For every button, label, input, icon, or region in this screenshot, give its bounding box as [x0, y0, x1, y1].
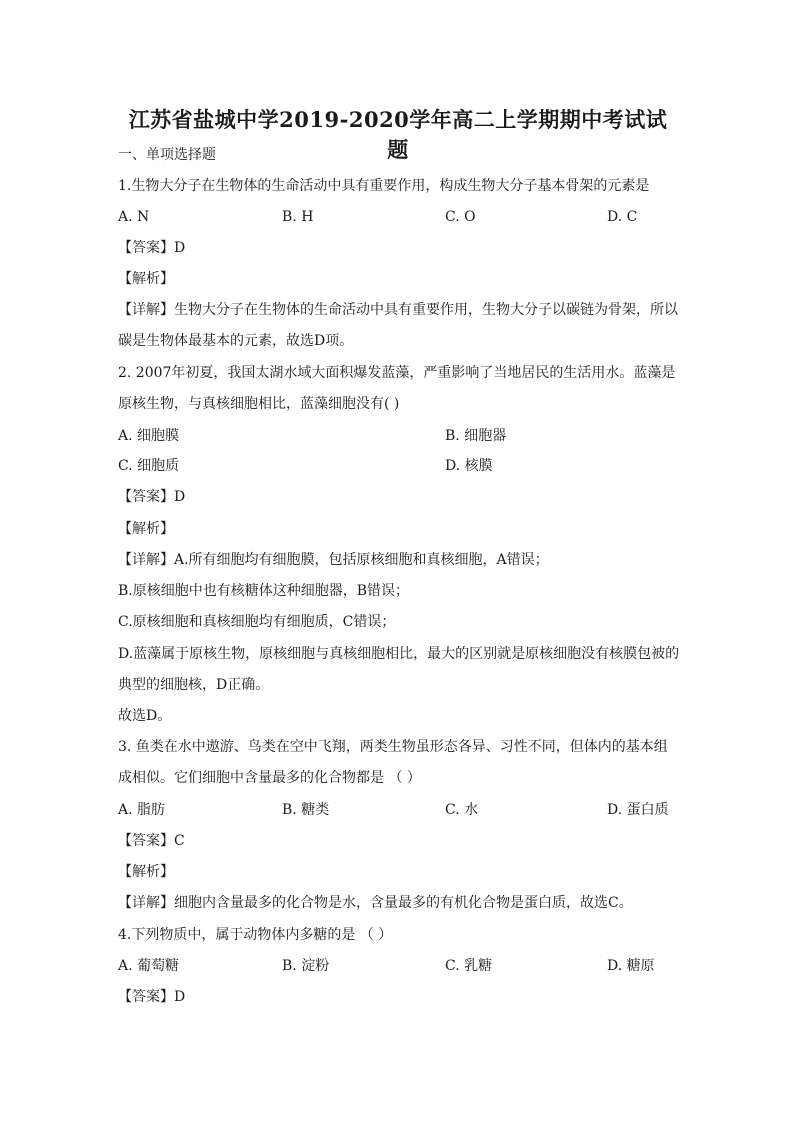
q3-option-a: A. 脂肪 — [118, 802, 166, 818]
q1-answer: 【答案】D — [118, 240, 186, 256]
q2-stem-line: 2. 2007年初夏，我国太湖水域大面积爆发蓝藻，严重影响了当地居民的生活用水。蓝藻是 — [118, 365, 676, 381]
q3-answer: 【答案】C — [118, 833, 185, 849]
q3-option-d: D. 蛋白质 — [607, 802, 669, 818]
q1-detail-line: 碳是生物体最基本的元素，故选D项。 — [118, 333, 354, 349]
q3-detail-line: 【详解】细胞内含量最多的化合物是水，含量最多的有机化合物是蛋白质，故选C。 — [118, 895, 633, 911]
q4-stem: 4.下列物质中，属于动物体内多糖的是 （ ） — [118, 927, 393, 943]
q2-answer: 【答案】D — [118, 489, 186, 505]
q2-detail-line: 【详解】A.所有细胞均有细胞膜，包括原核细胞和真核细胞，A错误； — [118, 552, 549, 568]
q1-option-c: C. O — [445, 209, 476, 225]
q2-analysis: 【解析】 — [118, 521, 174, 537]
q4-answer: 【答案】D — [118, 989, 186, 1005]
section-heading: 一、单项选择题 — [118, 147, 216, 163]
q2-option-c: C. 细胞质 — [118, 458, 180, 474]
q3-analysis: 【解析】 — [118, 864, 174, 880]
q1-detail-line: 【详解】生物大分子在生物体的生命活动中具有重要作用，生物大分子以碳链为骨架，所以 — [118, 302, 678, 318]
q1-analysis: 【解析】 — [118, 271, 174, 287]
q1-option-b: B. H — [282, 209, 314, 225]
q4-option-d: D. 糖原 — [607, 958, 655, 974]
q2-option-b: B. 细胞器 — [445, 428, 507, 444]
q2-option-a: A. 细胞膜 — [118, 428, 180, 444]
q4-option-a: A. 葡萄糖 — [118, 958, 180, 974]
q4-option-b: B. 淀粉 — [282, 958, 330, 974]
q2-detail-line: 典型的细胞核，D正确。 — [118, 677, 270, 693]
q2-detail-line: 故选D。 — [118, 708, 172, 724]
q3-stem-line: 3. 鱼类在水中遨游、鸟类在空中飞翔，两类生物虽形态各异、习性不同，但体内的基本组 — [118, 739, 668, 755]
q1-stem: 1.生物大分子在生物体的生命活动中具有重要作用，构成生物大分子基本骨架的元素是 — [118, 178, 650, 194]
q4-option-c: C. 乳糖 — [445, 958, 493, 974]
q1-option-d: D. C — [607, 209, 638, 225]
q2-detail-line: B.原核细胞中也有核糖体这种细胞器，B错误； — [118, 583, 410, 599]
q2-option-d: D. 核膜 — [445, 458, 493, 474]
q2-stem-line: 原核生物，与真核细胞相比，蓝藻细胞没有( ) — [118, 396, 400, 412]
q2-detail-line: D.蓝藻属于原核生物，原核细胞与真核细胞相比，最大的区别就是原核细胞没有核膜包被的 — [118, 646, 680, 662]
q2-detail-line: C.原核细胞和真核细胞均有细胞质，C错误； — [118, 614, 396, 630]
q3-option-c: C. 水 — [445, 802, 479, 818]
document-title: 江苏省盐城中学2019-2020学年高二上学期期中考试试题 — [128, 107, 668, 162]
q3-stem-line: 成相似。它们细胞中含量最多的化合物都是 （ ） — [118, 770, 421, 786]
q1-option-a: A. N — [118, 209, 150, 225]
q3-option-b: B. 糖类 — [282, 802, 330, 818]
